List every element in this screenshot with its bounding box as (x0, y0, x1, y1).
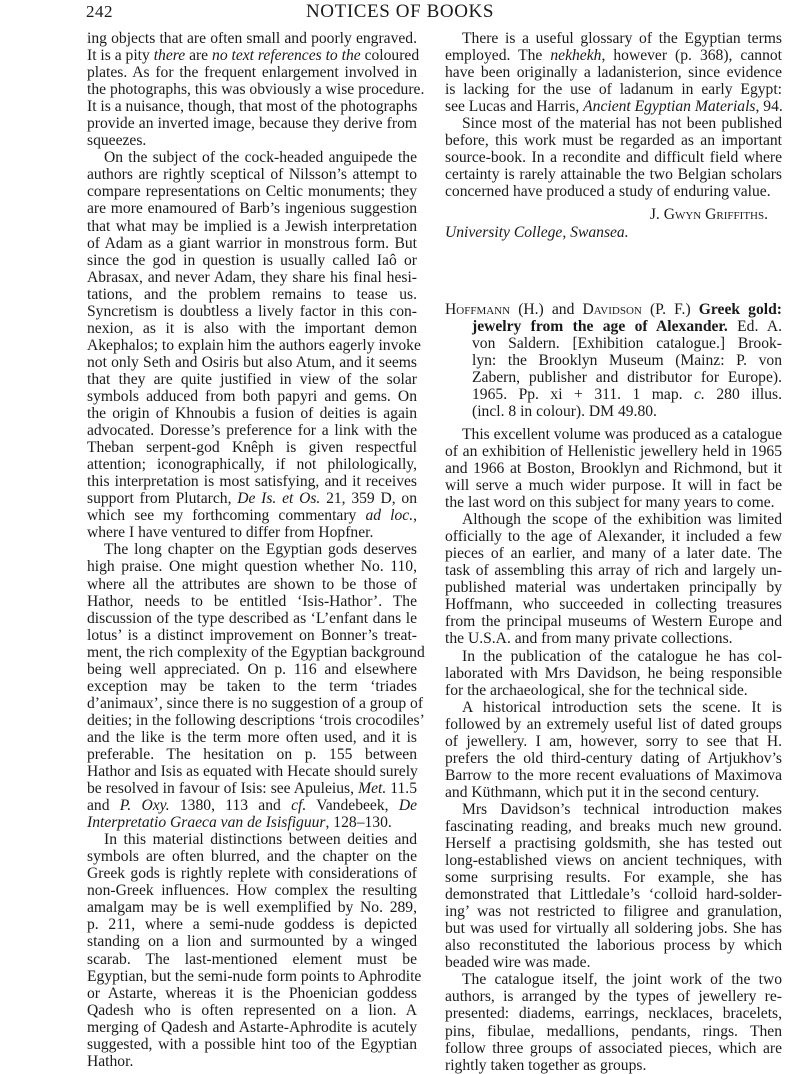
text-line: authors, is arranged by the types of jewellery re- (445, 988, 782, 1006)
text-line: presented: diadems, earrings, necklaces, bracelets, (445, 1005, 782, 1023)
page-number: 242 (86, 2, 113, 21)
reviewer-affiliation: University College, Swansea. (445, 223, 629, 241)
text-line: On the subject of the cock-headed anguipede the (104, 149, 417, 167)
citation-details (445, 335, 782, 420)
text-line: the last word on this subject for many years to come. (445, 494, 775, 512)
text-line: pins, fibulae, medallions, pendants, rings. Then (445, 1022, 782, 1040)
text-line: that what may be implied is a Jewish interpretation (87, 217, 417, 235)
text-line: some surprising results. For example, she has (445, 869, 782, 887)
text-line: Theban serpent-god Knêph is given respectful (87, 439, 417, 457)
text-line: concerned have produced a study of enduring value. (445, 183, 771, 201)
text-line: discussion of the type described as ‘L’enfant dans le (87, 609, 417, 627)
text-line: This excellent volume was produced as a catalogue (462, 425, 782, 443)
text-line: long-established views on ancient techniques, with (445, 852, 782, 870)
text-line: is lacking for the use of ladanum in early Egypt: (445, 81, 782, 99)
text-line: Although the scope of the exhibition was limited (462, 511, 782, 529)
author-1: Hoffmann (445, 300, 511, 318)
text-line: ing’ was not restricted to filigree and granulation, (445, 903, 782, 921)
text-line: and P. Oxy. 1380, 113 and cf. Vandebeek, De (87, 797, 417, 815)
text-line: officially to the age of Alexander, it included a few (445, 528, 782, 546)
author-1-initials: (H.) and (518, 300, 575, 318)
text-line: Hathor and Isis as equated with Hecate should surely (87, 763, 418, 781)
text-line: Herself a practising goldsmith, she has tested out (445, 835, 782, 853)
text-line: Since most of the material has not been published (462, 115, 782, 133)
text-line: have been originally a ladanisterion, since evidence (445, 64, 782, 82)
text-line: which see my forthcoming commentary ad loc., (87, 507, 417, 525)
text-line: ment, the rich complexity of the Egyptian background (87, 643, 425, 661)
text-line: squeezes. (87, 132, 147, 150)
text-line: plates. As for the frequent enlargement involved in (87, 64, 417, 82)
text-line: non-Greek influences. How complex the resulting (87, 882, 417, 900)
text-line: for the archaeological, she for the technical side. (445, 681, 748, 699)
text-line: Zabern, publisher and distributor for Europe). (472, 368, 782, 386)
text-line: provide an inverted image, because they derive from (87, 115, 417, 133)
citation-line (445, 318, 782, 335)
text-line: The catalogue itself, the joint work of the two (462, 971, 782, 989)
author-2-initials: (P. F.) (649, 300, 691, 318)
text-line: rightly taken together as groups. (445, 1056, 647, 1074)
text-line: Qadesh who is often represented on a lion. A (87, 1001, 417, 1019)
text-line: task of assembling this array of rich and largely un- (445, 562, 782, 580)
text-line: not only Seth and Osiris but also Atum, and it seems (87, 353, 417, 371)
text-line: pieces of an earlier, and many of a later date. The (445, 545, 782, 563)
text-line: being well appreciated. On p. 116 and elsewhere (87, 660, 417, 678)
reviewer-signature (445, 206, 782, 223)
text-line: In the publication of the catalogue he has col- (462, 647, 782, 665)
book-citation (445, 301, 782, 420)
text-line: this interpretation is most satisfying, and it receives (87, 473, 417, 491)
text-line: lyn: the Brooklyn Museum (Mainz: P. von (472, 351, 782, 369)
running-head: NOTICES OF BOOKS (305, 1, 494, 22)
text-line: The long chapter on the Egyptian gods deserves (104, 541, 417, 559)
text-line: high praise. One might question whether No. 110, (87, 558, 417, 576)
text-line: deities; in the following descriptions ‘trois crocodiles’ (87, 711, 425, 729)
text-line: Interpretatio Graeca van de Isisfiguur, 128–130. (87, 814, 392, 832)
text-line: Abrasax, and never Adam, they share his final hesi- (87, 268, 417, 286)
text-line: symbols adduced from both papyri and gems. On (87, 387, 417, 405)
text-line: symbols are often blurred, and the chapter on the (87, 848, 417, 866)
text-line: published material was undertaken principally by (445, 579, 782, 597)
book-title-part-1: Greek gold: (698, 300, 782, 318)
text-line: authors are rightly sceptical of Nilsson’s attempt to (87, 166, 417, 184)
text-line: Hoffmann, who succeeded in collecting treasures (445, 596, 782, 614)
text-line: demonstrated that Littledale’s ‘colloid hard-solder- (445, 886, 782, 904)
text-line: where I have ventured to differ from Hopfner. (87, 524, 374, 542)
text-line: and 1966 at Boston, Brooklyn and Richmond, but it (445, 459, 782, 477)
text-line: tations, and the problem remains to tease us. (87, 285, 417, 303)
text-line: source-book. In a recondite and difficult field where (445, 149, 782, 167)
text-line: the photographs, this was obviously a wise procedure. (87, 81, 425, 99)
text-line: suggested, with a possible hint too of the Egyptian (87, 1035, 417, 1053)
text-line: Syncretism is doubtless a lively factor in this con- (87, 302, 417, 320)
text-line: d’animaux’, since there is no suggestion of a group of (87, 694, 424, 712)
text-line: certainty is rarely attainable the two Belgian scholars (445, 166, 782, 184)
text-line: 1965. Pp. xi + 311. 1 map. c. 280 illus. (472, 385, 783, 403)
reviewer-name: J. Gwyn Griffiths. (649, 206, 768, 224)
text-line: also reconstituted the laborious process by which (445, 937, 782, 955)
text-line: It is a pity there are no text references to the coloured (87, 47, 420, 65)
text-line: be resolved in favour of Isis: see Apuleius, Met. 11.5 (87, 780, 418, 798)
text-line: Hathor. (87, 1052, 134, 1070)
review-conclusion (445, 30, 782, 200)
text-line: are more enamoured of Barb’s ingenious suggestion (87, 200, 417, 218)
text-line: see Lucas and Harris, Ancient Egyptian Materials, 94. (445, 98, 783, 116)
text-line: Egyptian, but the semi-nude form points to Aphrodite (87, 967, 422, 985)
text-line: where all the attributes are shown to be those of (87, 575, 417, 593)
left-column (87, 30, 425, 1070)
text-line: the origin of Khnoubis a fusion of deities is again (87, 405, 417, 423)
text-line: compare representations on Celtic monuments; they (87, 183, 417, 201)
section-gap (445, 241, 782, 301)
text-line: fascinating reading, and breaks much new ground. (445, 817, 782, 835)
text-line: von Saldern. [Exhibition catalogue.] Brook- (472, 334, 782, 352)
text-line: It is a nuisance, though, that most of the photographs (87, 98, 418, 116)
text-line: of an exhibition of Hellenistic jewellery held in 1965 (445, 442, 782, 460)
text-line: follow three groups of associated pieces, which are (445, 1039, 782, 1057)
text-line: and Küthmann, which put it in the second century. (445, 783, 760, 801)
review-body (445, 426, 782, 1074)
text-line: lotus’ is a distinct improvement on Bonner’s treat- (87, 626, 417, 644)
text-line: Akephalos; to explain him the authors eagerly invoke (87, 336, 421, 354)
text-line: before, this work must be regarded as an important (445, 132, 782, 150)
text-line: beaded wire was made. (445, 954, 591, 972)
book-title-part-2: jewelry from the age of Alexander. (472, 317, 728, 335)
text-line: attention; iconographically, if not philologically, (87, 456, 417, 474)
citation-line (445, 301, 782, 318)
text-line: laborated with Mrs Davidson, he being responsible (445, 664, 782, 682)
text-line: amalgam may be is well exemplified by No. 289, (87, 899, 417, 917)
text-line: will serve a much wider purpose. It will in fact be (445, 477, 782, 495)
text-line: p. 211, where a semi-nude goddess is depicted (87, 916, 417, 934)
text-line: Mrs Davidson’s technical introduction makes (462, 800, 782, 818)
text-line: followed by an extremely useful list of dated groups (445, 715, 782, 733)
text-line: A historical introduction sets the scene. It is (462, 698, 782, 716)
text-line: (incl. 8 in colour). DM 49.80. (472, 402, 657, 420)
text-line: of jewellery. I am, however, sorry to see that H. (445, 732, 782, 750)
text-line: from the principal museums of Western Europe and (445, 613, 782, 631)
text-line: exception may be taken to the term ‘triades (87, 677, 417, 695)
text-line: the U.S.A. and from many private collections. (445, 630, 733, 648)
text-line: that they are quite justified in view of the solar (87, 370, 417, 388)
editor-prefix: Ed. A. (737, 317, 783, 335)
text-line: preferable. The hesitation on p. 155 between (87, 745, 417, 763)
text-line: Barrow to the more recent evaluations of Maximova (445, 766, 782, 784)
text-line: but was used for virtually all soldering jobs. She has (445, 920, 782, 938)
author-2: Davidson (582, 300, 642, 318)
text-line: Greek gods is rightly replete with considerations of (87, 865, 417, 883)
text-line: Hathor, needs to be entitled ‘Isis-Hathor’. The (87, 592, 417, 610)
text-line: There is a useful glossary of the Egyptian terms (462, 30, 782, 47)
text-line: of Adam as a giant warrior in monstrous form. But (87, 234, 417, 252)
text-line: ing objects that are often small and poorly engraved. (87, 30, 417, 47)
text-line: prefers the old third-century dating of Artjukhov’s (445, 749, 782, 767)
text-line: since the god in question is usually called Iaô or (87, 251, 417, 269)
text-line: and the like is the term more often used, and it is (87, 728, 417, 746)
right-column (445, 30, 782, 1074)
text-line: standing on a lion and surmounted by a winged (87, 933, 417, 951)
text-line: merging of Qadesh and Astarte-Aphrodite is acutely (87, 1018, 417, 1036)
text-line: nexion, as it is also with the important demon (87, 319, 417, 337)
text-line: In this material distinctions between deities and (104, 831, 417, 849)
text-line: advocated. Doresse’s preference for a link with the (87, 422, 417, 440)
text-line: support from Plutarch, De Is. et Os. 21, 359 D, on (87, 490, 417, 508)
text-line: or Astarte, whereas it is the Phoenician goddess (87, 984, 417, 1002)
text-line: scarab. The last-mentioned element must be (87, 950, 417, 968)
text-line: employed. The nekhekh, however (p. 368), cannot (445, 47, 782, 65)
